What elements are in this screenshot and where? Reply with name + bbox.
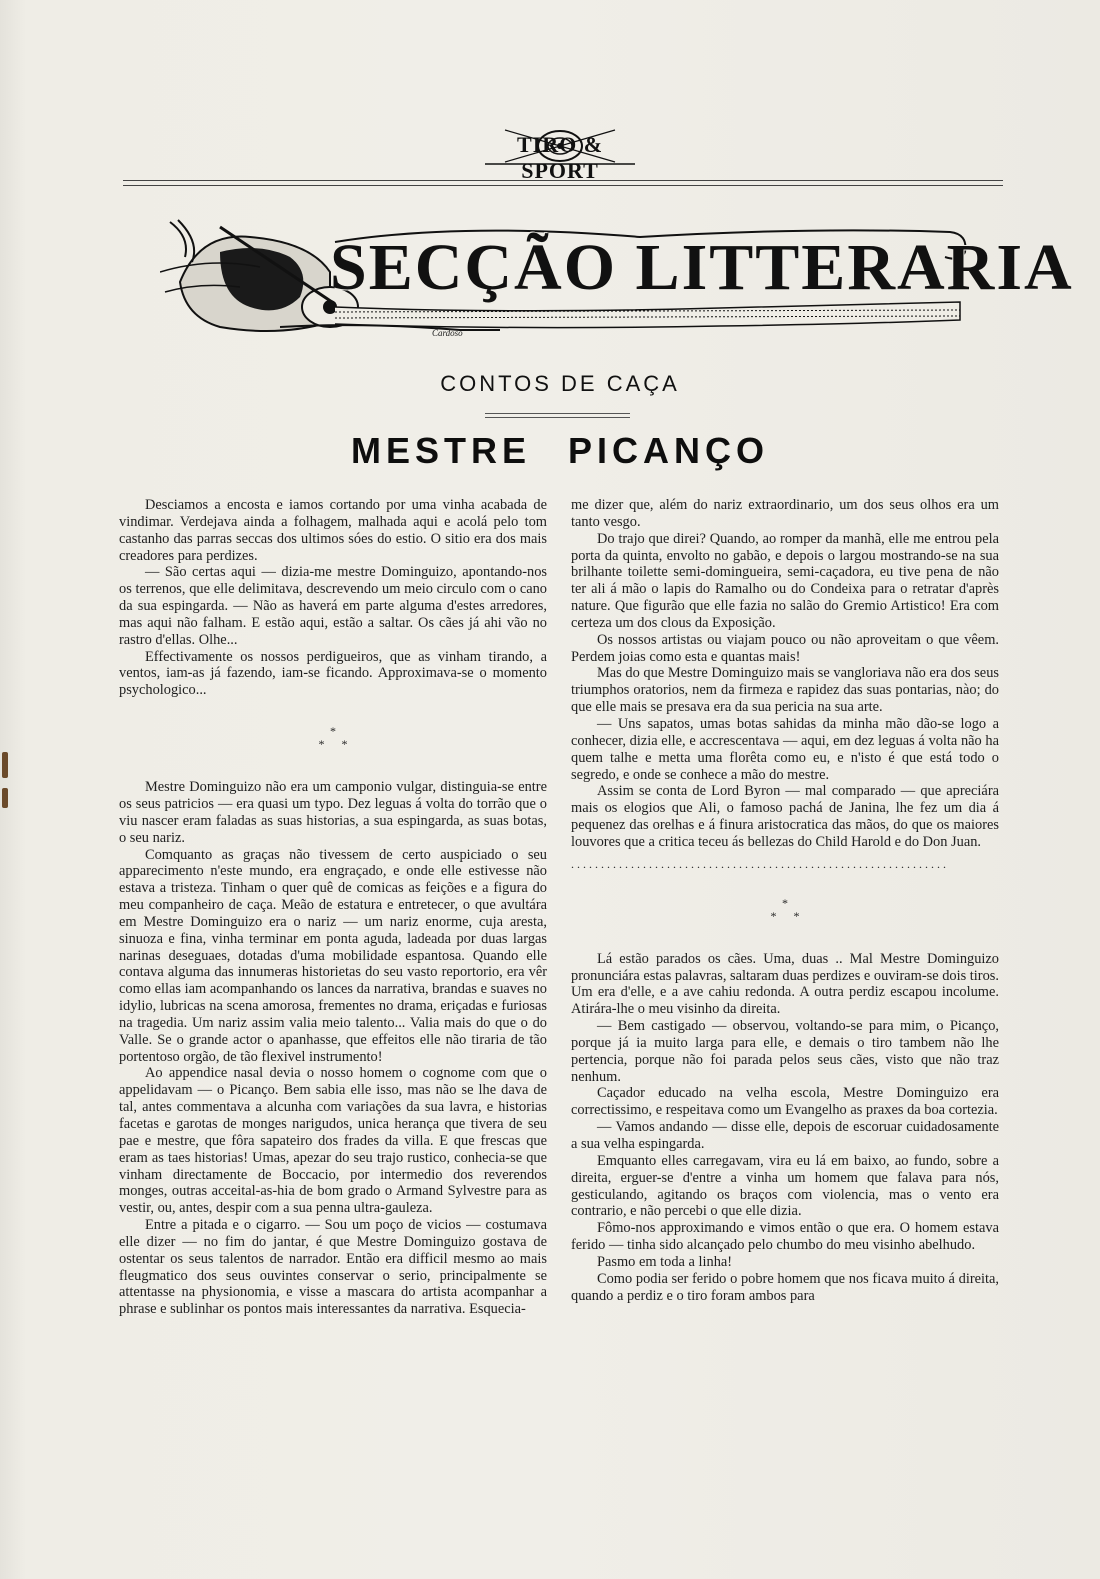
separator-stars: * * bbox=[318, 737, 348, 752]
paragraph: Do trajo que direi? Quando, ao romper da manhã, elle me entrou pela porta da quinta, envolto no gabão, e depois o largou mostrando-se na sua brilhante toilette semi-domingueira, semi-caçadora, eu tive pena de não ter ali á mão o lapis do Ramalho ou do Condeixa para o retratar d'après nature. Que figurão que elle fazia no salão do Gremio Artistico! Era com certeza um dos clous da Exposição. bbox=[571, 530, 999, 631]
paragraph: Ao appendice nasal devia o nosso homem o cognome com que o appelidavam — o Picanço. Bem sabia elle isso, mas não se lhe dava de tal, antes commentava a alcunha com variações da sua lavra, e historias facetas e garotas de monges narigudos, unica herança que tivera de seu pae e mestre, que fôra sapateiro dos frades da villa. E que frescas que eram as taes historias! Umas, apezar do seu trajo rustico, conhecia-se que vinham directamente de Boccacio, por intermedio dos reverendos monges, outras acceital-as-hia de bom grado o Armand Sylvestre para as vestir, ou, antes, despir com a sua penna ultra-gauleza. bbox=[119, 1065, 547, 1217]
column-right bbox=[571, 497, 999, 1304]
paragraph: — São certas aqui — dizia-me mestre Dominguizo, apontando-nos os terrenos, que elle delimitava, descrevendo um meio circulo com o cano da sua espingarda. — Não as haverá em parte alguma d'estes arredores, mas aqui não falham. E estão aqui, estão a saltar. Os cães já ahi vão no rastro d'ellas. Olhe... bbox=[119, 564, 547, 648]
masthead-logo-text: TIRO & SPORT bbox=[516, 132, 604, 183]
paragraph: Effectivamente os nossos perdigueiros, que as vinham tirando, a ventos, iam-as já fazendo, iam-se ficando. Approximava-se o momento psychologico... bbox=[119, 648, 547, 699]
paragraph: Lá estão parados os cães. Uma, duas .. Mal Mestre Dominguizo pronunciára estas palavras, saltaram duas perdizes e ouviram-se dois tiros. Um era d'elle, e a ave cahiu redonda. A outra perdiz escapou incolume. Atirára-lhe o meu visinho da direita. bbox=[571, 950, 999, 1018]
paragraph: — Vamos andando — disse elle, depois de escoruar cuidadosamente a sua velha espingarda. bbox=[571, 1119, 999, 1152]
paragraph: Mestre Dominguizo não era um camponio vulgar, distinguia-se entre os seus patricios — era quasi um typo. Dez leguas á volta do torrão que o viu nascer eram faladas as suas historias, a sua espingarda, as suas botas, o seu nariz. bbox=[119, 779, 547, 846]
paragraph: Emquanto elles carregavam, vira eu lá em baixo, ao fundo, sobre a direita, erguer-se d'entre a vinha um homem que falava para nós, gesticulando, agitando os braços com violencia, mas o vento era contrario, e não percebi o que elle dizia. bbox=[571, 1152, 999, 1220]
paragraph: Entre a pitada e o cigarro. — Sou um poço de vicios — costumava elle dizer — no fim do jantar, é que Mestre Dominguizo gostava de ostentar os seus talentos de narrador. Então era difficil mesmo ao mais fleugmatico dos seus ouvintes conservar o serio, principalmente se attentasse na physionomia, e visse a mascara do artista acompanhar a phrase e sublinhar os pontos mais interessantes da narrativa. Esquecia- bbox=[119, 1217, 547, 1318]
paragraph: Os nossos artistas ou viajam pouco ou não aproveitam o que vêem. Perdem joias como esta e quantas mais! bbox=[571, 631, 999, 665]
separator-star: * bbox=[330, 724, 336, 739]
section-banner bbox=[160, 212, 1074, 352]
paragraph: Assim se conta de Lord Byron — mal comparado — que apreciára mais os elogios que Ali, o famoso pachá de Janina, lhe fez um dia á pequenez das orelhas e á finura aristocratica das mãos, do que os maiores louvores que a critica teceu ás bellezas do Child Harold e do Don Juan. bbox=[571, 783, 999, 850]
article-kicker: CONTOS DE CAÇA bbox=[440, 371, 680, 396]
paragraph: — Bem castigado — observou, voltando-se para mim, o Picanço, porque já ia muito larga para elle, e demais o tiro tambem não lhe pertencia, porque não foi parada pelos seus cães, visto que não traz nenhum. bbox=[571, 1018, 999, 1085]
paragraph: — Uns sapatos, umas botas sahidas da minha mão dão-se logo a conhecer, dizia elle, e accrescentava — aqui, em dez leguas á volta não ha quem talhe e metta uma florêta como eu, e n'isto é que está todo o segredo, e onde se conhece a mão do mestre. bbox=[571, 715, 999, 783]
paragraph: me dizer que, além do nariz extraordinario, um dos seus olhos era um tanto vesgo. bbox=[571, 497, 999, 530]
binding-mark bbox=[2, 752, 8, 778]
section-break bbox=[119, 725, 547, 751]
article-headline: MESTRE PICANÇO bbox=[350, 430, 770, 471]
paragraph: Caçador educado na velha escola, Mestre Dominguizo era correctissimo, e respeitava como um Evangelho as praxes da boa cortezia. bbox=[571, 1085, 999, 1119]
dotted-separator: ............................................................... bbox=[571, 856, 949, 871]
paragraph: Como podia ser ferido o pobre homem que nos ficava muito á direita, quando a perdiz e o tiro foram ambos para bbox=[571, 1270, 999, 1304]
separator-stars: * * bbox=[770, 908, 800, 923]
masthead-logo bbox=[475, 126, 645, 183]
paragraph: Mas do que Mestre Dominguizo mais se vangloriava não era dos seus triumphos oratorios, nem da firmeza e rapidez das suas pontarias, nào; do que elle mais se presava era da sua pericia na sua arte. bbox=[571, 665, 999, 716]
paragraph: Comquanto as graças não tivessem de certo auspiciado o seu apparecimento n'este mundo, era engraçado, e onde elle estivesse não estava a tristeza. Tinham o quer quê de comicas as feições e a figura do meu companheiro de caça. Meão de estatura e entretecer, o que avultára em Mestre Dominguizo era o nariz — um nariz enorme, cuja aresta, sinuoza e fina, vinha terminar em ponta aguda, ladeada por duas largas narinas deseguaes, dotadas d'uma mobilidade espantosa. Quando elle contava alguma das innumeras historietas do seu vasto reportorio, era vêr como ellas iam acompanhando os lances da narrativa, brandas e suaves no idylio, lubricas na scena amorosa, frementes no drama, eriçadas e furiosas na tragedia. Um nariz assim valia meio talento... Valia mais do que o do Valle. Se o grande actor o apanhasse, que effeitos elle não tiraria de tão portentoso orgão, de tão flexivel instrumento! bbox=[119, 846, 547, 1065]
paragraph: Desciamos a encosta e iamos cortando por uma vinha acabada de vindimar. Verdejava ainda a folhagem, malhada aqui e acolá pelo tom castanho das parras seccas dos ultimos sóes do estio. O sitio era dos mais creadores para perdizes. bbox=[119, 497, 547, 564]
binding-mark bbox=[2, 788, 8, 808]
separator-star: * bbox=[782, 895, 788, 910]
paragraph: Fômo-nos approximando e vimos então o que era. O homem estava ferido — tinha sido alcançado pelo chumbo do meu visinho abelhudo. bbox=[571, 1220, 999, 1254]
column-left bbox=[119, 497, 547, 1318]
top-rule bbox=[123, 180, 1003, 186]
banner-signature: Cardoso bbox=[432, 328, 463, 338]
paragraph: Pasmo em toda a linha! bbox=[597, 1253, 733, 1270]
banner-title: SECÇÃO LITTERARIA bbox=[330, 231, 1074, 304]
kicker-rule bbox=[485, 413, 630, 418]
section-break bbox=[571, 897, 999, 923]
